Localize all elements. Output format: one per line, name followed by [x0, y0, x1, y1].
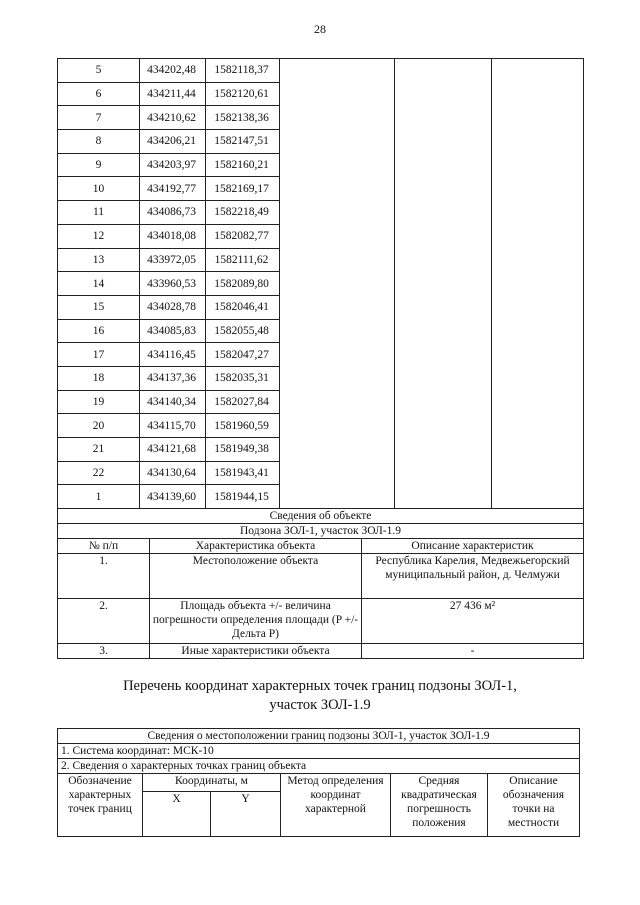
- row-1-value: Республика Карелия, Медвежьегорский муниципальный район, д. Челмужи: [362, 554, 584, 599]
- coordinate-y: 1582111,62: [206, 248, 280, 272]
- coordinate-x: 434192,77: [140, 177, 206, 201]
- row-3-value: -: [362, 644, 584, 659]
- coordinate-y: 1582120,61: [206, 82, 280, 106]
- point-number: 6: [58, 82, 140, 106]
- coordinate-y: 1582218,49: [206, 201, 280, 225]
- coordinate-x: 433972,05: [140, 248, 206, 272]
- coordinate-x: 434018,08: [140, 224, 206, 248]
- point-number: 10: [58, 177, 140, 201]
- coordinate-x: 434140,34: [140, 390, 206, 414]
- coordinate-list-heading: [0, 677, 640, 715]
- coordinate-x: 434028,78: [140, 295, 206, 319]
- page-number: 28: [314, 22, 326, 36]
- header-error: Средняя квадратическая погрешность положения: [391, 774, 488, 837]
- row-3-name: Иные характеристики объекта: [150, 644, 362, 659]
- coordinate-system: 1. Система координат: МСК-10: [58, 744, 580, 759]
- coordinate-x: 434206,21: [140, 130, 206, 154]
- header-x: X: [143, 792, 211, 837]
- empty-description-cell: [492, 59, 584, 509]
- heading-line-2: участок ЗОЛ-1.9: [269, 697, 371, 713]
- row-2-name: Площадь объекта +/- величина погрешности определения площади (P +/- Дельта P): [150, 599, 362, 644]
- coordinate-table: [57, 58, 584, 509]
- points-section: 2. Сведения о характерных точках границ объекта: [58, 759, 580, 774]
- coordinate-y: 1582082,77: [206, 224, 280, 248]
- coordinate-x: 434121,68: [140, 438, 206, 462]
- coordinate-x: 434203,97: [140, 153, 206, 177]
- header-method: Метод определения координат характерной: [281, 774, 391, 837]
- coordinate-table-body: [58, 59, 584, 509]
- coordinate-y: 1581949,38: [206, 438, 280, 462]
- point-number: 12: [58, 224, 140, 248]
- empty-method-cell: [280, 59, 395, 509]
- point-number: 14: [58, 272, 140, 296]
- coordinate-x: 434211,44: [140, 82, 206, 106]
- header-point-description: Описание обозначения точки на местности: [488, 774, 580, 837]
- header-designation: Обозначение характерных точек границ: [58, 774, 143, 837]
- coordinate-y: 1582118,37: [206, 59, 280, 83]
- empty-error-cell: [395, 59, 492, 509]
- coordinate-y: 1581943,41: [206, 461, 280, 485]
- object-info-subtitle: Подзона ЗОЛ-1, участок ЗОЛ-1.9: [58, 524, 584, 539]
- coordinate-x: 433960,53: [140, 272, 206, 296]
- location-table: [57, 728, 580, 837]
- object-info-table: [57, 508, 584, 659]
- coordinate-x: 434115,70: [140, 414, 206, 438]
- point-number: 8: [58, 130, 140, 154]
- point-number: 11: [58, 201, 140, 225]
- coordinate-x: 434202,48: [140, 59, 206, 83]
- point-number: 16: [58, 319, 140, 343]
- coordinate-y: 1582160,21: [206, 153, 280, 177]
- row-2-number: 2.: [58, 599, 150, 644]
- point-number: 9: [58, 153, 140, 177]
- row-3-number: 3.: [58, 644, 150, 659]
- coordinate-row: [58, 59, 584, 83]
- heading-line-1: Перечень координат характерных точек границ подзоны ЗОЛ-1,: [123, 678, 517, 694]
- coordinate-y: 1582169,17: [206, 177, 280, 201]
- coordinate-x: 434130,64: [140, 461, 206, 485]
- coordinate-x: 434116,45: [140, 343, 206, 367]
- coordinate-y: 1582027,84: [206, 390, 280, 414]
- object-info-title: Сведения об объекте: [58, 509, 584, 524]
- point-number: 17: [58, 343, 140, 367]
- row-1-number: 1.: [58, 554, 150, 599]
- coordinate-y: 1582035,31: [206, 366, 280, 390]
- coordinate-x: 434086,73: [140, 201, 206, 225]
- coordinate-x: 434137,36: [140, 366, 206, 390]
- coordinate-y: 1581944,15: [206, 485, 280, 509]
- point-number: 1: [58, 485, 140, 509]
- point-number: 20: [58, 414, 140, 438]
- coordinate-x: 434139,60: [140, 485, 206, 509]
- point-number: 22: [58, 461, 140, 485]
- point-number: 19: [58, 390, 140, 414]
- coordinate-y: 1582138,36: [206, 106, 280, 130]
- location-title: Сведения о местоположении границ подзоны ЗОЛ-1, участок ЗОЛ-1.9: [58, 729, 580, 744]
- point-number: 15: [58, 295, 140, 319]
- row-1-name: Местоположение объекта: [150, 554, 362, 599]
- header-number: № п/п: [58, 539, 150, 554]
- header-characteristic: Характеристика объекта: [150, 539, 362, 554]
- header-y: Y: [211, 792, 281, 837]
- point-number: 13: [58, 248, 140, 272]
- point-number: 5: [58, 59, 140, 83]
- coordinate-x: 434210,62: [140, 106, 206, 130]
- coordinate-y: 1582147,51: [206, 130, 280, 154]
- coordinate-y: 1582047,27: [206, 343, 280, 367]
- coordinate-y: 1582055,48: [206, 319, 280, 343]
- header-coordinates: Координаты, м: [143, 774, 281, 792]
- coordinate-y: 1582089,80: [206, 272, 280, 296]
- point-number: 7: [58, 106, 140, 130]
- row-2-value: 27 436 м²: [362, 599, 584, 644]
- point-number: 18: [58, 366, 140, 390]
- coordinate-y: 1581960,59: [206, 414, 280, 438]
- point-number: 21: [58, 438, 140, 462]
- coordinate-y: 1582046,41: [206, 295, 280, 319]
- coordinate-x: 434085,83: [140, 319, 206, 343]
- header-description: Описание характеристик: [362, 539, 584, 554]
